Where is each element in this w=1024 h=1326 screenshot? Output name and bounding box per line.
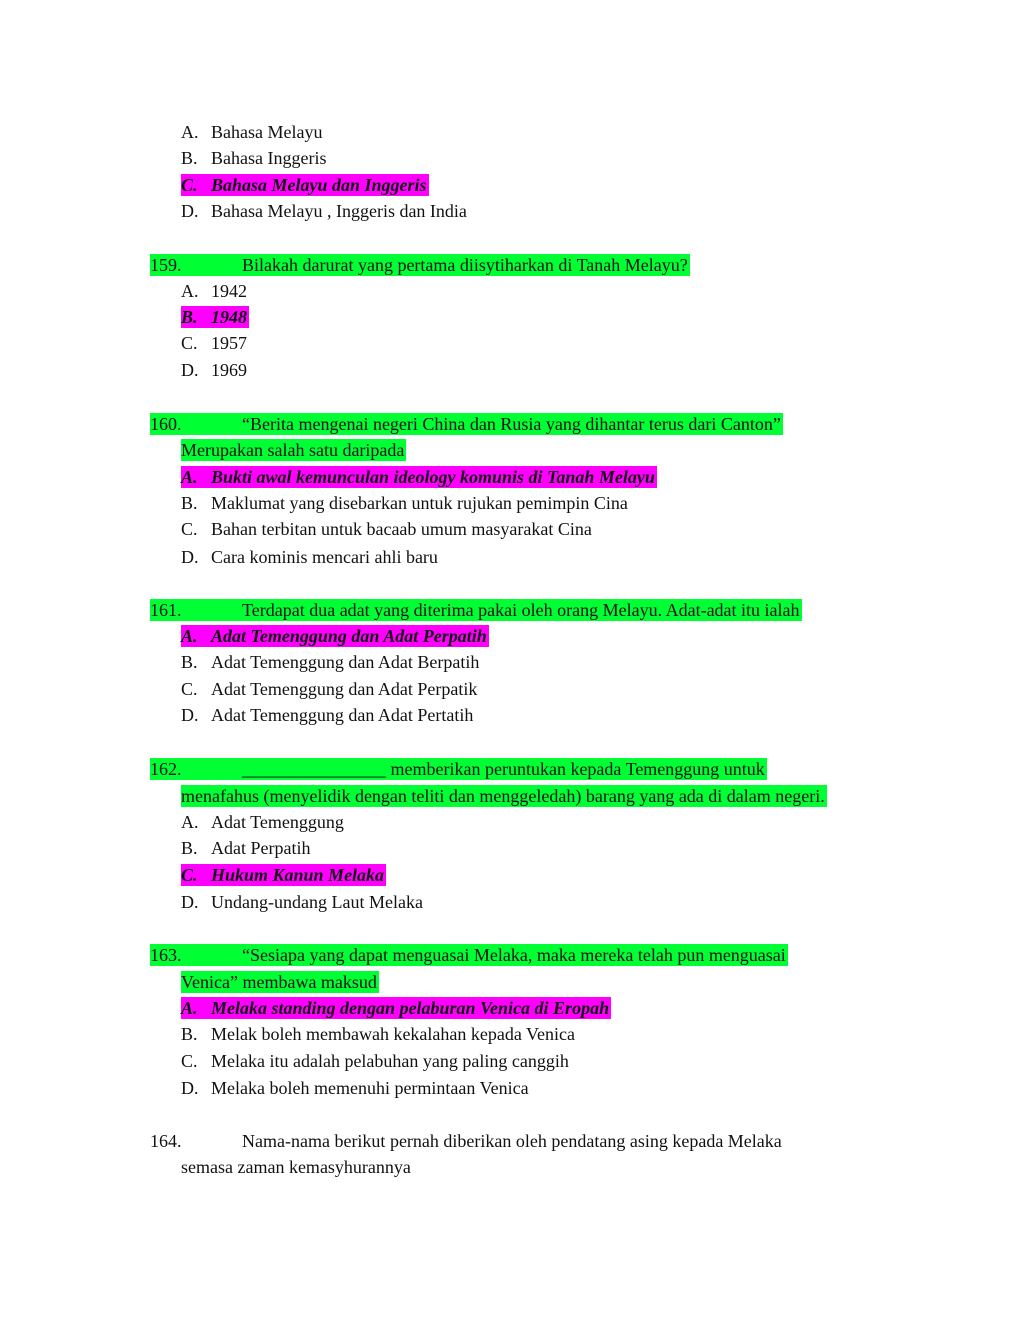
- q164-question-cont: semasa zaman kemasyhurannya: [181, 1157, 411, 1177]
- q161-question: 161. Terdapat dua adat yang diterima pakai oleh orang Melayu. Adat-adat itu ialah: [150, 600, 800, 620]
- q158-option-b: B. Bahasa Inggeris: [181, 148, 327, 168]
- q162-option-d: D. Undang-undang Laut Melaka: [181, 892, 423, 912]
- q160-question-cont: Merupakan salah satu daripada: [181, 440, 405, 460]
- q159-option-c: C. 1957: [181, 333, 247, 353]
- q163-option-c: C. Melaka itu adalah pelabuhan yang paling canggih: [181, 1051, 569, 1071]
- q159-option-d: D. 1969: [181, 360, 247, 380]
- q163-question-cont: Venica” membawa maksud: [181, 972, 377, 992]
- q164-question: 164. Nama-nama berikut pernah diberikan oleh pendatang asing kepada Melaka: [150, 1131, 782, 1151]
- q161-option-b: B. Adat Temenggung dan Adat Berpatih: [181, 652, 480, 672]
- q158-option-d: D. Bahasa Melayu , Inggeris dan India: [181, 201, 467, 221]
- q160-option-b: B. Maklumat yang disebarkan untuk rujukan pemimpin Cina: [181, 493, 628, 513]
- q160-option-d: D. Cara kominis mencari ahli baru: [181, 547, 438, 567]
- q161-option-c: C. Adat Temenggung dan Adat Perpatik: [181, 679, 478, 699]
- q162-question: 162. ________________ memberikan peruntukan kepada Temenggung untuk: [150, 759, 765, 779]
- q163-option-d: D. Melaka boleh memenuhi permintaan Venica: [181, 1078, 529, 1098]
- q160-question: 160. “Berita mengenai negeri China dan Rusia yang dihantar terus dari Canton”: [150, 414, 781, 434]
- q162-option-c-answer: C. Hukum Kanun Melaka: [181, 865, 385, 885]
- q160-option-a-answer: A. Bukti awal kemunculan ideology komunis di Tanah Melayu: [181, 467, 655, 487]
- q159-question: 159. Bilakah darurat yang pertama diisytiharkan di Tanah Melayu?: [150, 255, 688, 275]
- q161-option-d: D. Adat Temenggung dan Adat Pertatih: [181, 705, 474, 725]
- q159-option-a: A. 1942: [181, 281, 247, 301]
- q163-option-a-answer: A. Melaka standing dengan pelaburan Venica di Eropah: [181, 998, 610, 1018]
- q163-question: 163. “Sesiapa yang dapat menguasai Melaka, maka mereka telah pun menguasai: [150, 945, 786, 965]
- q158-option-a: A. Bahasa Melayu: [181, 122, 323, 142]
- q160-option-c: C. Bahan terbitan untuk bacaab umum masyarakat Cina: [181, 519, 592, 539]
- q162-option-a: A. Adat Temenggung: [181, 812, 344, 832]
- q159-option-b-answer: B. 1948: [181, 307, 247, 327]
- q163-option-b: B. Melak boleh membawah kekalahan kepada Venica: [181, 1024, 576, 1044]
- q161-option-a-answer: A. Adat Temenggung dan Adat Perpatih: [181, 626, 487, 646]
- q162-question-cont: menafahus (menyelidik dengan teliti dan menggeledah) barang yang ada di dalam negeri.: [181, 786, 825, 806]
- q158-option-c-answer: C. Bahasa Melayu dan Inggeris: [181, 175, 427, 195]
- q162-option-b: B. Adat Perpatih: [181, 838, 311, 858]
